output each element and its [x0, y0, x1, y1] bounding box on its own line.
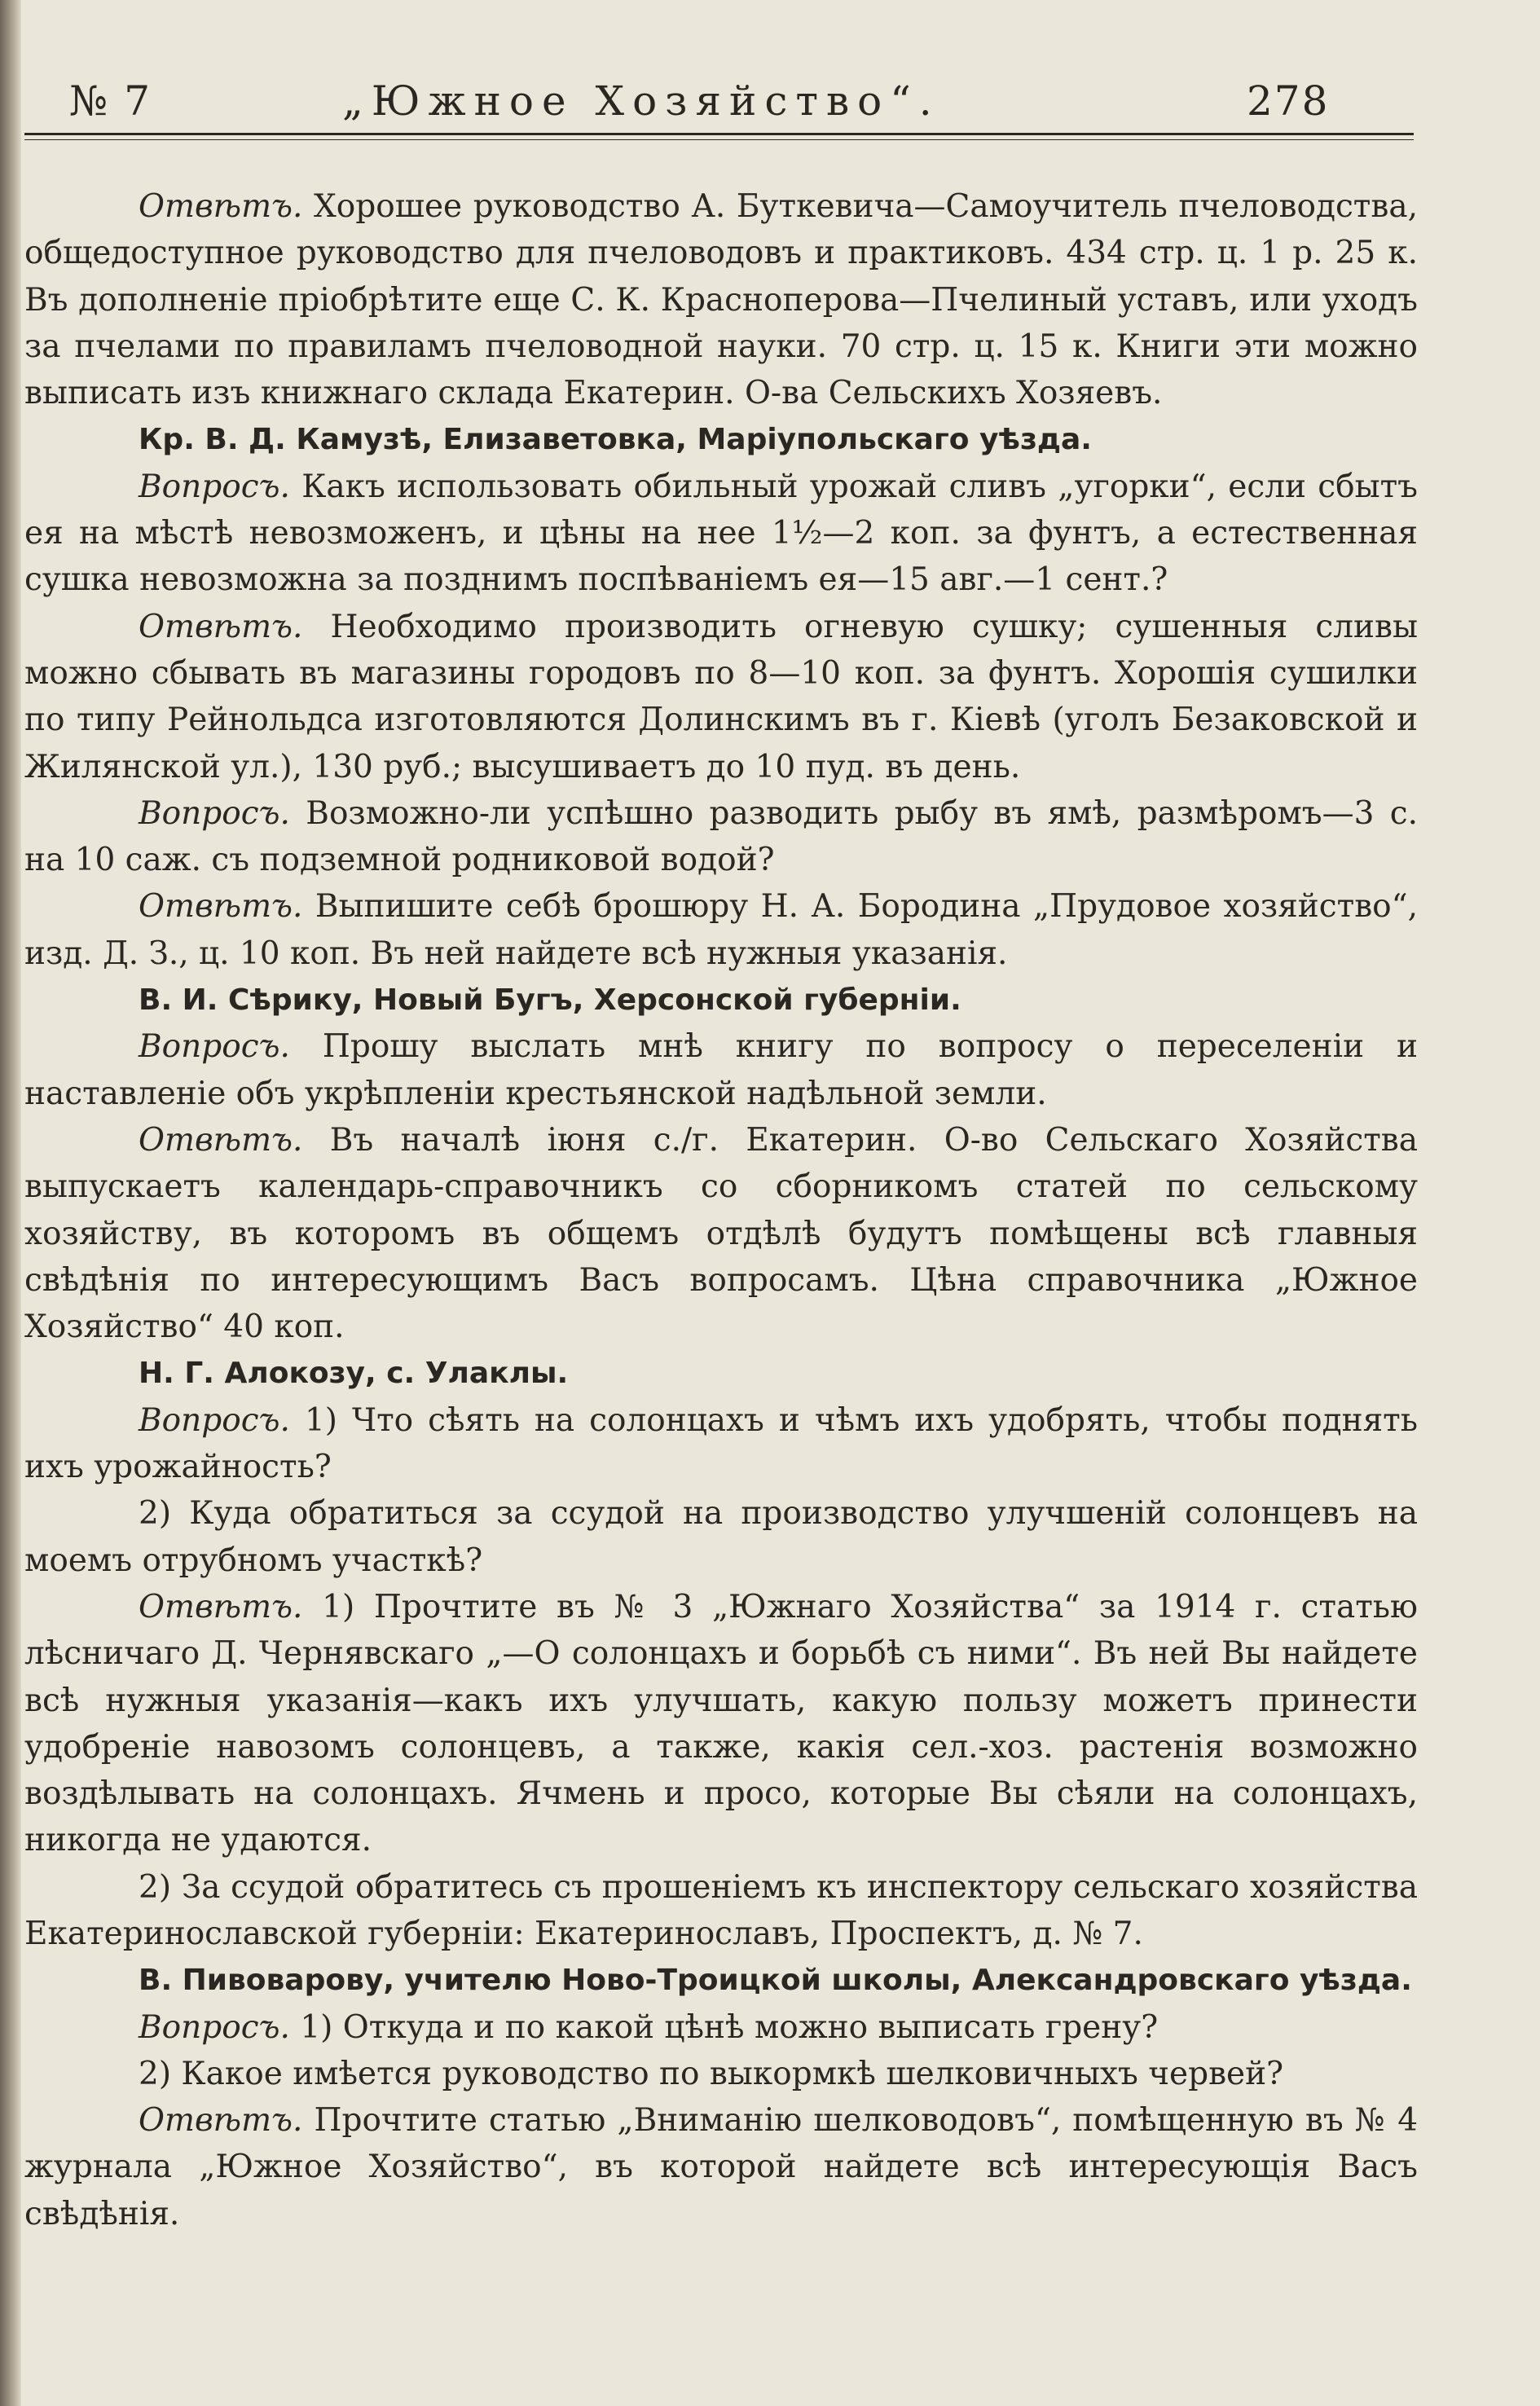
paragraph-text: Въ началѣ іюня с./г. Екатерин. О-во Сельскаго Хозяйства выпускаетъ календарь-справочникъ со сборникомъ статей по сельскому хозяйству, въ которомъ въ общемъ отдѣлѣ будутъ помѣщены всѣ главныя свѣдѣнія по интересующимъ Васъ вопросамъ. Цѣна справочника „Южное Хозяйство“ 40 коп.	[24, 1121, 1419, 1346]
paragraph-label: Вопросъ.	[139, 794, 290, 832]
paragraph-label: Отвѣтъ.	[139, 1588, 303, 1625]
paragraph-text: Выпишите себѣ брошюру Н. А. Бородина „Прудовое хозяйство“, изд. Д. З., ц. 10 коп. Въ ней найдете всѣ нужныя указанія.	[24, 888, 1418, 972]
paragraph-text: 2) Куда обратиться за ссудой на производство улучшеній солонцевъ на моемъ отрубномъ участкѣ?	[24, 1495, 1418, 1579]
paragraph	[24, 883, 1418, 977]
paragraph	[24, 1864, 1418, 1958]
paragraph-text: Хорошее руководство А. Буткевича—Самоучитель пчеловодства, общедоступное руководство для пчеловодовъ и практиковъ. 434 стр. ц. 1 р. 25 к. Въ дополненіе пріобрѣтите еще С. К. Красноперова—Пчелиный уставъ, или уходъ за пчелами по правиламъ пчеловодной науки. 70 стр. ц. 15 к. Книги эти можно выписать изъ книжнаго склада Екатерин. О-ва Сельскихъ Хозяевъ.	[24, 188, 1418, 412]
paragraph-label: Вопросъ.	[139, 468, 290, 505]
journal-page	[24, 77, 1418, 2237]
paragraph	[24, 183, 1418, 416]
paragraph	[24, 2004, 1418, 2051]
paragraph-text: 2) За ссудой обратитесь съ прошеніемъ къ инспектору сельскаго хозяйства Екатеринославской губерніи: Екатеринославъ, Проспектъ, д. № 7.	[24, 1868, 1418, 1952]
paragraph	[24, 2051, 1418, 2097]
paragraph-text: Прочтите статью „Вниманію шелководовъ“, помѣщенную въ № 4 журнала „Южное Хозяйство“, въ которой найдете всѣ интересующія Васъ свѣдѣнія.	[24, 2102, 1419, 2232]
paragraph	[24, 1490, 1418, 1584]
paragraph	[24, 464, 1418, 604]
paragraph	[24, 1117, 1418, 1350]
paragraph-text: Какъ использовать обильный урожай сливъ „угорки“, если сбытъ ея на мѣстѣ невозможенъ, и цѣны на нее 1½—2 коп. за фунтъ, а естественная сушка невозможна за позднимъ поспѣваніемъ ея—15 авг.—1 сент.?	[24, 468, 1418, 599]
addressee-heading: В. Пивоварову, учителю Ново-Троицкой школы, Александровскаго уѣзда.	[139, 1964, 1412, 1998]
paragraph-label: Отвѣтъ.	[139, 2102, 303, 2140]
paragraph-text: Прошу выслать мнѣ книгу по вопросу о переселеніи и наставленіе объ укрѣпленіи крестьянской надѣльной земли.	[24, 1028, 1418, 1112]
paragraph-text: 2) Какое имѣется руководство по выкормкѣ шелковичныхъ червей?	[139, 2055, 1284, 2092]
addressee-heading: В. И. Сѣрику, Новый Бугъ, Херсонской губерніи.	[139, 983, 961, 1018]
paragraph-text: 1) Откуда и по какой цѣнѣ можно выписать грену?	[300, 2008, 1159, 2046]
paragraph-label: Вопросъ.	[139, 1401, 290, 1439]
paragraph-label: Вопросъ.	[139, 1028, 290, 1066]
issue-number: № 7	[69, 77, 152, 125]
body-text	[24, 183, 1418, 2237]
page-header	[24, 77, 1418, 134]
addressee-heading: Н. Г. Алокозу, с. Улаклы.	[139, 1357, 569, 1391]
paragraph-label: Вопросъ.	[139, 2008, 290, 2046]
paragraph-text: 1) Что сѣять на солонцахъ и чѣмъ ихъ удобрять, чтобы поднять ихъ урожайность?	[24, 1401, 1418, 1486]
paragraph-text: Необходимо производить огневую сушку; сушенныя сливы можно сбывать въ магазины городовъ по 8—10 коп. за фунтъ. Хорошія сушилки по типу Рейнольдса изготовляются Долинскимъ въ г. Кіевѣ (уголъ Безаковской и Жилянской ул.), 130 руб.; высушиваетъ до 10 пуд. въ день.	[24, 608, 1418, 785]
paragraph-label: Отвѣтъ.	[139, 888, 303, 926]
paragraph-label: Отвѣтъ.	[139, 1121, 303, 1159]
header-rule-thick	[24, 133, 1414, 135]
paragraph	[24, 1397, 1418, 1491]
addressee-heading: Кр. В. Д. Камузѣ, Елизаветовка, Маріупольскаго уѣзда.	[139, 423, 1092, 457]
paragraph-text: Возможно-ли успѣшно разводить рыбу въ ямѣ, размѣромъ—3 с. на 10 саж. съ подземной родниковой водой?	[24, 794, 1418, 879]
paragraph	[24, 1023, 1418, 1117]
header-rule-thin	[24, 139, 1414, 140]
page-number: 278	[1247, 77, 1330, 125]
paragraph	[24, 604, 1418, 790]
paragraph	[24, 790, 1418, 884]
paragraph-label: Отвѣтъ.	[139, 188, 303, 225]
book-binding-edge	[0, 0, 21, 2406]
paragraph	[24, 1584, 1418, 1864]
paragraph-text: 1) Прочтите въ № 3 „Южнаго Хозяйства“ за 1914 г. статью лѣсничаго Д. Чернявскаго „—О солонцахъ и борьбѣ съ ними“. Въ ней Вы найдете всѣ нужныя указанія—какъ ихъ улучшать, какую пользу можетъ принести удобреніе навозомъ солонцевъ, а также, какія сел.-хоз. растенія возможно воздѣлывать на солонцахъ. Ячмень и просо, которые Вы сѣяли на солонцахъ, никогда не удаются.	[24, 1588, 1418, 1859]
paragraph	[24, 2097, 1418, 2237]
journal-title: „Южное Хозяйство“.	[342, 77, 940, 125]
paragraph-label: Отвѣтъ.	[139, 608, 303, 645]
